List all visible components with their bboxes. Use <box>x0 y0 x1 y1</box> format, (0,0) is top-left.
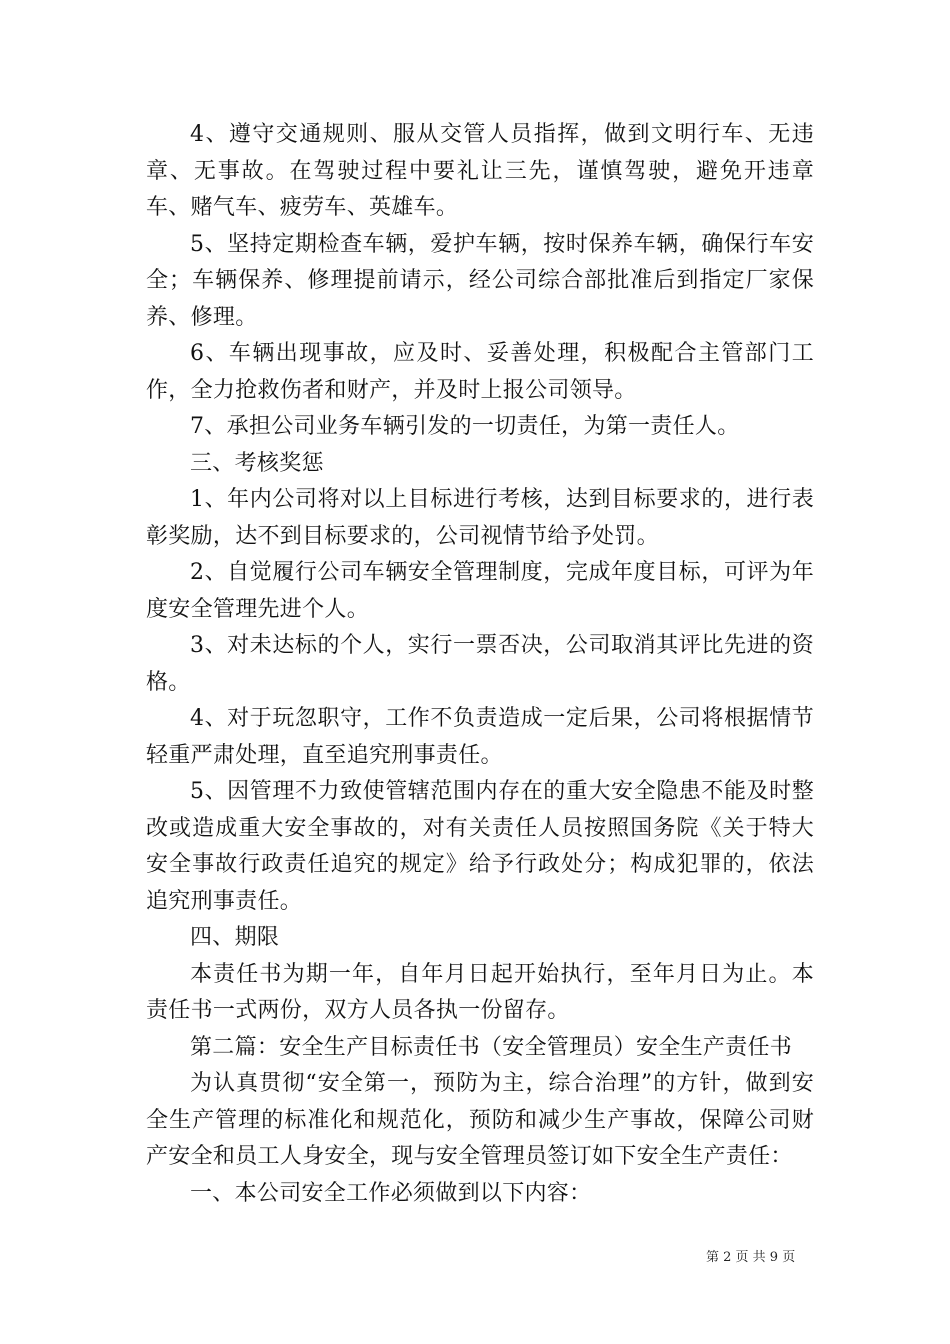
paragraph-assessment-2: 2、自觉履行公司车辆安全管理制度，完成年度目标，可评为年度安全管理先进个人。 <box>146 560 814 622</box>
paragraph-assessment-1: 1、年内公司将对以上目标进行考核，达到目标要求的，进行表彰奖励，达不到目标要求的，公司视情节给予处罚。 <box>146 487 814 549</box>
paragraph-rule-5-maintenance: 5、坚持定期检查车辆，爱护车辆，按时保养车辆，确保行车安全；车辆保养、修理提前请示，经公司综合部批准后到指定厂家保养、修理。 <box>146 231 814 330</box>
paragraph-term: 本责任书为期一年，自年月日起开始执行，至年月日为止。本责任书一式两份，双方人员各执一份留存。 <box>146 961 814 1023</box>
paragraph-assessment-4: 4、对于玩忽职守，工作不负责造成一定后果，公司将根据情节轻重严肃处理，直至追究刑事责任。 <box>146 706 814 768</box>
paragraph-rule-7-responsibility: 7、承担公司业务车辆引发的一切责任，为第一责任人。 <box>190 414 740 439</box>
paragraph-rule-4-traffic: 4、遵守交通规则、服从交管人员指挥，做到文明行车、无违章、无事故。在驾驶过程中要礼让三先，谨慎驾驶，避免开违章车、赌气车、疲劳车、英雄车。 <box>146 122 814 220</box>
section-heading-assessment: 三、考核奖惩 <box>190 450 324 476</box>
paragraph-assessment-5: 5、因管理不力致使管辖范围内存在的重大安全隐患不能及时整改或造成重大安全事故的，对有关责任人员按照国务院《关于特大安全事故行政责任追究的规定》给予行政处分；构成犯罪的，依法追究刑事责任。 <box>146 779 814 914</box>
paragraph-assessment-3: 3、对未达标的个人，实行一票否决，公司取消其评比先进的资格。 <box>146 633 814 695</box>
paragraph-intro: 为认真贯彻“安全第一，预防为主，综合治理”的方针，做到安全生产管理的标准化和规范化，预防和减少生产事故，保障公司财产安全和员工人身安全，现与安全管理员签订如下安全生产责任： <box>146 1071 814 1169</box>
chapter-title-second: 第二篇：安全生产目标责任书（安全管理员）安全生产责任书 <box>190 1034 793 1060</box>
page-number: 第 2 页 共 9 页 <box>706 1250 796 1265</box>
document-body <box>146 117 814 1212</box>
paragraph-rule-6-accident: 6、车辆出现事故，应及时、妥善处理，积极配合主管部门工作，全力抢救伤者和财产，并及时上报公司领导。 <box>146 341 814 403</box>
section-heading-term: 四、期限 <box>190 925 280 950</box>
section-heading-requirements: 一、本公司安全工作必须做到以下内容： <box>190 1180 592 1206</box>
